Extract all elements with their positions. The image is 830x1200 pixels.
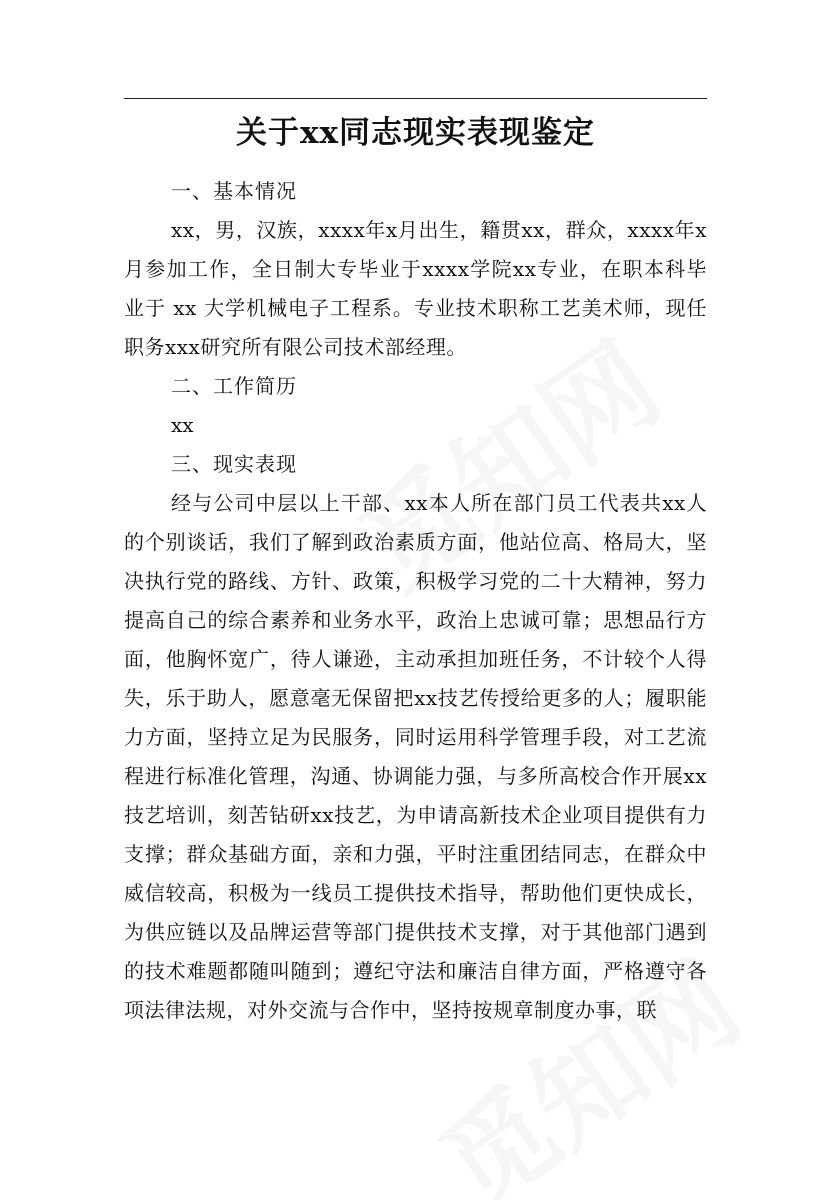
section-heading-basic-info: 一、基本情况	[171, 179, 297, 203]
section-heading-performance: 三、现实表现	[171, 452, 297, 476]
section-heading-work-history: 二、工作简历	[171, 374, 297, 398]
section-body-basic-info: xx，男，汉族，xxxx年x月出生，籍贯xx，群众，xxxx年x月参加工作，全日制大专毕业于xxxx学院xx专业，在职本科毕业于 xx 大学机械电子工程系。专业技术职称工艺美术师，现任职务xxx研究所有限公司技术部经理。	[124, 218, 707, 359]
top-divider	[124, 98, 707, 99]
document-title: 关于xx同志现实表现鉴定	[236, 115, 595, 151]
section-body-performance: 经与公司中层以上干部、xx本人所在部门员工代表共xx人的个别谈话，我们了解到政治素质方面，他站位高、格局大，坚决执行党的路线、方针、政策，积极学习党的二十大精神，努力提高自己的综合素养和业务水平，政治上忠诚可靠；思想品行方面，他胸怀宽广，待人谦逊，主动承担加班任务，不计较个人得失，乐于助人，愿意毫无保留把xx技艺传授给更多的人；履职能力方面，坚持立足为民服务，同时运用科学管理手段，对工艺流程进行标准化管理，沟通、协调能力强，与多所高校合作开展xx技艺培训，刻苦钻研xx技艺，为申请高新技术企业项目提供有力支撑；群众基础方面，亲和力强，平时注重团结同志，在群众中威信较高，积极为一线员工提供技术指导，帮助他们更快成长，为供应链以及品牌运营等部门提供技术支撑，对于其他部门遇到的技术难题都随叫随到；遵纪守法和廉洁自律方面，严格遵守各项法律法规，对外交流与合作中，坚持按规章制度办事，联	[124, 491, 707, 1022]
section-body-work-history: xx	[171, 413, 194, 437]
document-body	[124, 172, 707, 1030]
